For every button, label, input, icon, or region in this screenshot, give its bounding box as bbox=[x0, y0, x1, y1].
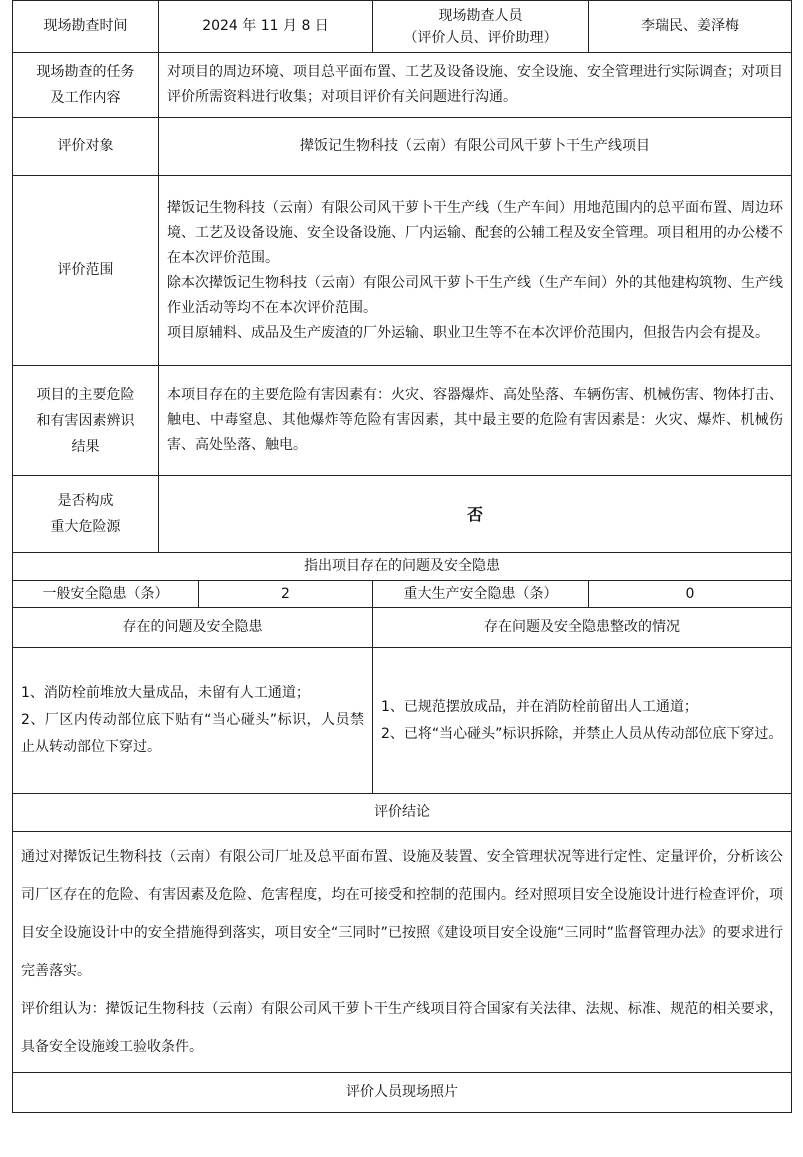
object-label: 评价对象 bbox=[13, 118, 159, 176]
general-hazard-count-value: 2 bbox=[199, 581, 373, 608]
problems-header: 指出项目存在的问题及安全隐患 bbox=[13, 553, 792, 581]
row-hazards bbox=[13, 366, 792, 476]
hazards-label-line2: 和有害因素辨识 bbox=[36, 412, 135, 429]
tasks-label bbox=[13, 53, 159, 118]
general-hazard-count-label: 一般安全隐患（条） bbox=[13, 581, 199, 608]
conclusion-header: 评价结论 bbox=[13, 794, 792, 832]
issues-right-list bbox=[373, 648, 792, 794]
row-issues-headers bbox=[13, 608, 792, 648]
tasks-content: 对项目的周边环境、项目总平面布置、工艺及设备设施、安全设施、安全管理进行实际调查；对项目评价所需资料进行收集；对项目评价有关问题进行沟通。 bbox=[159, 53, 792, 118]
row-scope bbox=[13, 176, 792, 366]
row-counts bbox=[13, 581, 792, 608]
issues-left-header: 存在的问题及安全隐患 bbox=[13, 608, 373, 648]
scope-paragraph-3: 项目原辅料、成品及生产废渣的厂外运输、职业卫生等不在本次评价范围内，但报告内会有提及。 bbox=[167, 324, 769, 341]
major-hazard-count-value: 0 bbox=[589, 581, 792, 608]
major-hazard-value: 否 bbox=[159, 476, 792, 553]
major-hazard-count-label: 重大生产安全隐患（条） bbox=[373, 581, 589, 608]
major-hazard-label-line1: 是否构成 bbox=[57, 493, 114, 509]
issue-item-2: 2、厂区内传动部位底下贴有“当心碰头”标识，人员禁止从转动部位下穿过。 bbox=[21, 712, 365, 755]
row-survey-info bbox=[13, 1, 792, 53]
major-hazard-label-line2: 重大危险源 bbox=[50, 519, 121, 535]
row-photos-header bbox=[13, 1073, 792, 1113]
issues-left-list bbox=[13, 648, 373, 794]
row-object bbox=[13, 118, 792, 176]
conclusion-paragraph-2: 评价组认为：撵饭记生物科技（云南）有限公司风干萝卜干生产线项目符合国家有关法律、法规、标准、规范的相关要求，具备安全设施竣工验收条件。 bbox=[21, 1001, 784, 1055]
hazards-label-line3: 结果 bbox=[71, 438, 100, 455]
row-major-hazard bbox=[13, 476, 792, 553]
survey-time-label: 现场勘查时间 bbox=[13, 1, 159, 53]
survey-staff-value: 李瑞民、姜泽梅 bbox=[589, 1, 792, 53]
row-issues bbox=[13, 648, 792, 794]
tasks-label-line1: 现场勘查的任务 bbox=[36, 64, 135, 80]
survey-record-form bbox=[12, 0, 791, 1113]
survey-staff-label-line2: （评价人员、评价助理） bbox=[403, 29, 558, 46]
conclusion-content bbox=[13, 832, 792, 1073]
scope-content bbox=[159, 176, 792, 366]
conclusion-paragraph-1: 通过对撵饭记生物科技（云南）有限公司厂址及总平面布置、设施及装置、安全管理状况等进行定性、定量评价，分析该公司厂区存在的危险、有害因素及危险、危害程度，均在可接受和控制的范围内。经对照项目安全设施设计进行检查评价，项目安全设施设计中的安全措施得到落实，项目安全“三同时”已按照《建设项目安全设施“三同时”监督管理办法》的要求进行完善落实。 bbox=[21, 849, 784, 979]
survey-time-value: 2024 年 11 月 8 日 bbox=[159, 1, 373, 53]
survey-staff-label-line1: 现场勘查人员 bbox=[438, 7, 523, 24]
issues-right-header: 存在问题及安全隐患整改的情况 bbox=[373, 608, 792, 648]
hazards-content: 本项目存在的主要危险有害因素有：火灾、容器爆炸、高处坠落、车辆伤害、机械伤害、物体打击、触电、中毒窒息、其他爆炸等危险有害因素，其中最主要的危险有害因素是：火灾、爆炸、机械伤害、高处坠落、触电。 bbox=[159, 366, 792, 476]
rectification-item-2: 2、已将“当心碰头”标识拆除，并禁止人员从传动部位底下穿过。 bbox=[381, 725, 783, 742]
scope-paragraph-2: 除本次撵饭记生物科技（云南）有限公司风干萝卜干生产线（生产车间）外的其他建构筑物、生产线作业活动等均不在本次评价范围。 bbox=[167, 274, 784, 316]
issue-item-1: 1、消防栓前堆放大量成品，未留有人工通道； bbox=[21, 685, 310, 701]
rectification-item-1: 1、已规范摆放成品，并在消防栓前留出人工通道； bbox=[381, 698, 698, 715]
object-value: 撵饭记生物科技（云南）有限公司风干萝卜干生产线项目 bbox=[159, 118, 792, 176]
row-tasks bbox=[13, 53, 792, 118]
scope-label: 评价范围 bbox=[13, 176, 159, 366]
survey-table bbox=[12, 0, 792, 1113]
major-hazard-label bbox=[13, 476, 159, 553]
survey-staff-label bbox=[373, 1, 589, 53]
tasks-label-line2: 及工作内容 bbox=[50, 90, 121, 106]
row-problems-header bbox=[13, 553, 792, 581]
row-conclusion-header bbox=[13, 794, 792, 832]
hazards-label bbox=[13, 366, 159, 476]
scope-paragraph-1: 撵饭记生物科技（云南）有限公司风干萝卜干生产线（生产车间）用地范围内的总平面布置、周边环境、工艺及设备设施、安全设备设施、厂内运输、配套的公辅工程及安全管理。项目租用的办公楼不在本次评价范围。 bbox=[167, 199, 784, 266]
row-conclusion bbox=[13, 832, 792, 1073]
hazards-label-line1: 项目的主要危险 bbox=[36, 386, 135, 403]
photos-header: 评价人员现场照片 bbox=[13, 1073, 792, 1113]
